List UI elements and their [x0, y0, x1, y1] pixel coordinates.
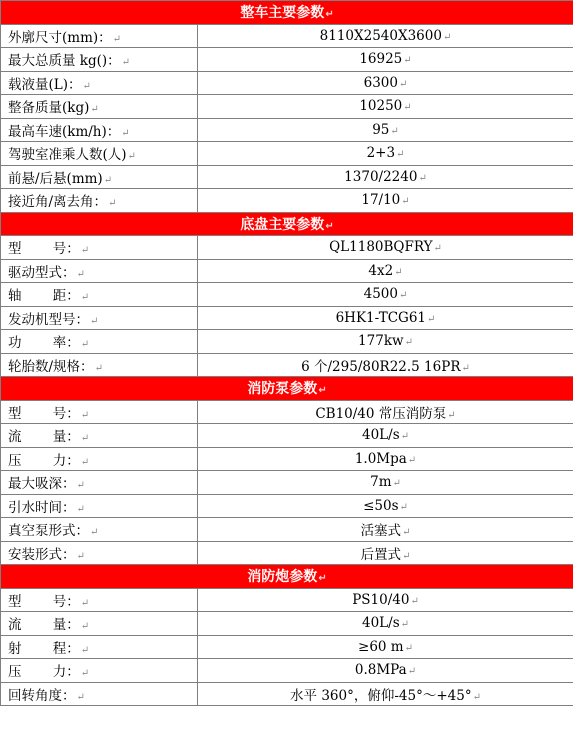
spec-value: 10250 — [359, 98, 403, 115]
spec-label: 接近角/离去角： — [8, 194, 108, 211]
spec-row — [1, 306, 573, 330]
spec-label-cell — [1, 518, 198, 542]
spec-label-cell — [1, 283, 198, 307]
spec-label: 型 号： — [8, 241, 80, 258]
paragraph-mark: ↵ — [80, 597, 90, 609]
spec-label-cell — [1, 189, 198, 213]
spec-label-cell — [1, 259, 198, 283]
paragraph-mark: ↵ — [80, 644, 90, 656]
spec-value: 40L/s — [362, 427, 400, 444]
section-title-cell — [1, 212, 573, 236]
spec-label: 最大总质量 kg()： — [8, 53, 121, 70]
spec-value-cell — [198, 95, 573, 119]
spec-label: 功 率： — [8, 335, 80, 352]
spec-value: 4x2 — [368, 262, 394, 279]
spec-value-cell — [198, 330, 573, 354]
spec-label-cell — [1, 353, 198, 377]
spec-row — [1, 48, 573, 72]
spec-row — [1, 24, 573, 48]
spec-value-cell — [198, 588, 573, 612]
spec-value: 40L/s — [362, 615, 400, 632]
paragraph-mark: ↵ — [398, 290, 408, 302]
spec-value: 177kw — [358, 333, 404, 350]
paragraph-mark: ↵ — [80, 668, 90, 680]
spec-label: 型 号： — [8, 405, 80, 422]
spec-row — [1, 236, 573, 260]
spec-label-cell — [1, 447, 198, 471]
spec-table-body — [1, 1, 573, 706]
spec-row — [1, 400, 573, 424]
spec-value: 6300 — [363, 74, 398, 91]
paragraph-mark: ↵ — [400, 431, 410, 443]
paragraph-mark: ↵ — [442, 31, 452, 43]
spec-value-cell — [198, 71, 573, 95]
spec-row — [1, 424, 573, 448]
spec-value-cell — [198, 541, 573, 565]
section-header-row — [1, 212, 573, 236]
spec-value: ≥60 m — [358, 638, 404, 655]
spec-label: 整备质量(kg) — [8, 100, 90, 117]
spec-label: 驾驶室准乘人数(人) — [8, 147, 127, 164]
spec-label: 流 量： — [8, 429, 80, 446]
spec-value-cell — [198, 24, 573, 48]
paragraph-mark: ↵ — [447, 409, 456, 421]
spec-value-cell — [198, 236, 573, 260]
paragraph-mark: ↵ — [80, 292, 90, 304]
section-header-row — [1, 1, 573, 25]
paragraph-mark: ↵ — [76, 503, 85, 515]
paragraph-mark: ↵ — [394, 266, 403, 278]
paragraph-mark: ↵ — [121, 57, 131, 69]
section-title: 整车主要参数 — [240, 5, 325, 22]
spec-row — [1, 588, 573, 612]
paragraph-mark: ↵ — [90, 527, 99, 539]
spec-value-cell — [198, 118, 573, 142]
paragraph-mark: ↵ — [399, 501, 408, 513]
spec-value: ≤50s — [363, 497, 399, 514]
paragraph-mark: ↵ — [80, 456, 90, 468]
spec-value-cell — [198, 424, 573, 448]
paragraph-mark: ↵ — [410, 595, 419, 607]
paragraph-mark: ↵ — [80, 339, 90, 351]
spec-label-cell — [1, 588, 198, 612]
spec-label: 真空泵形式： — [8, 523, 89, 540]
spec-value: 2+3 — [366, 145, 396, 162]
spec-value-cell — [198, 447, 573, 471]
spec-value: 活塞式 — [360, 523, 402, 540]
paragraph-mark: ↵ — [407, 666, 417, 678]
spec-value: 1370/2240 — [344, 168, 418, 185]
spec-value-cell — [198, 189, 573, 213]
spec-value: 后置式 — [360, 546, 402, 563]
paragraph-mark: ↵ — [94, 362, 103, 374]
spec-value-cell — [198, 659, 573, 683]
spec-label: 发动机型号： — [8, 311, 89, 328]
spec-label: 外廓尺寸(mm)： — [8, 29, 112, 46]
spec-row — [1, 635, 573, 659]
paragraph-mark: ↵ — [318, 385, 327, 397]
spec-row — [1, 118, 573, 142]
spec-label: 回转角度： — [8, 687, 76, 704]
spec-value: 水平 360°，俯仰-45°～+45° — [290, 687, 472, 704]
section-header-row — [1, 565, 573, 589]
spec-label-cell — [1, 48, 198, 72]
spec-value: PS10/40 — [352, 591, 410, 608]
paragraph-mark: ↵ — [76, 691, 85, 703]
spec-label-cell — [1, 95, 198, 119]
spec-label: 轴 距： — [8, 288, 80, 305]
paragraph-mark: ↵ — [76, 268, 85, 280]
spec-row — [1, 283, 573, 307]
spec-value: 0.8MPa — [354, 662, 407, 679]
spec-value-cell — [198, 165, 573, 189]
spec-value-cell — [198, 471, 573, 495]
spec-label: 最大吸深： — [8, 476, 76, 493]
spec-row — [1, 142, 573, 166]
paragraph-mark: ↵ — [325, 220, 334, 232]
paragraph-mark: ↵ — [127, 151, 136, 163]
paragraph-mark: ↵ — [461, 362, 470, 374]
spec-value-cell — [198, 518, 573, 542]
spec-label-cell — [1, 494, 198, 518]
paragraph-mark: ↵ — [396, 149, 405, 161]
spec-value-cell — [198, 400, 573, 424]
spec-label: 压 力： — [8, 452, 80, 469]
paragraph-mark: ↵ — [80, 409, 90, 421]
paragraph-mark: ↵ — [90, 315, 99, 327]
paragraph-mark: ↵ — [472, 691, 481, 703]
paragraph-mark: ↵ — [403, 102, 412, 114]
section-header-row — [1, 377, 573, 401]
paragraph-mark: ↵ — [404, 642, 413, 654]
spec-value-cell — [198, 635, 573, 659]
spec-label: 型 号： — [8, 593, 80, 610]
spec-value-cell — [198, 353, 573, 377]
spec-label: 驱动型式： — [8, 264, 76, 281]
spec-row — [1, 612, 573, 636]
spec-value-cell — [198, 306, 573, 330]
spec-row — [1, 165, 573, 189]
spec-label: 安装形式： — [8, 546, 76, 563]
paragraph-mark: ↵ — [80, 621, 90, 633]
spec-value: 16925 — [359, 51, 403, 68]
spec-row — [1, 189, 573, 213]
spec-value: 7m — [370, 474, 392, 491]
paragraph-mark: ↵ — [121, 127, 130, 139]
spec-label: 引水时间： — [8, 499, 76, 516]
spec-label: 射 程： — [8, 640, 80, 657]
paragraph-mark: ↵ — [433, 243, 442, 255]
spec-label-cell — [1, 471, 198, 495]
paragraph-mark: ↵ — [76, 480, 85, 492]
spec-row — [1, 259, 573, 283]
spec-value: CB10/40 常压消防泵 — [315, 405, 447, 422]
spec-row — [1, 471, 573, 495]
spec-value-cell — [198, 259, 573, 283]
paragraph-mark: ↵ — [407, 454, 417, 466]
paragraph-mark: ↵ — [325, 9, 334, 21]
spec-label-cell — [1, 682, 198, 706]
paragraph-mark: ↵ — [398, 78, 408, 90]
spec-label: 流 量： — [8, 617, 80, 634]
spec-label-cell — [1, 400, 198, 424]
paragraph-mark: ↵ — [112, 33, 122, 45]
section-title: 消防泵参数 — [247, 381, 318, 398]
spec-label-cell — [1, 612, 198, 636]
paragraph-mark: ↵ — [103, 174, 113, 186]
spec-label-cell — [1, 635, 198, 659]
spec-value: 1.0Mpa — [354, 450, 407, 467]
spec-label-cell — [1, 424, 198, 448]
spec-value: 17/10 — [361, 192, 401, 209]
spec-value: 6HK1-TCG61 — [335, 309, 427, 326]
spec-value-cell — [198, 494, 573, 518]
spec-label-cell — [1, 142, 198, 166]
paragraph-mark: ↵ — [80, 433, 90, 445]
section-title-cell — [1, 565, 573, 589]
spec-label: 最高车速(km/h)： — [8, 123, 121, 140]
paragraph-mark: ↵ — [404, 337, 413, 349]
paragraph-mark: ↵ — [390, 125, 399, 137]
spec-row — [1, 330, 573, 354]
spec-value-cell — [198, 142, 573, 166]
spec-label-cell — [1, 306, 198, 330]
spec-row — [1, 71, 573, 95]
spec-label-cell — [1, 165, 198, 189]
paragraph-mark: ↵ — [400, 619, 410, 631]
spec-label-cell — [1, 330, 198, 354]
spec-value: 4500 — [363, 286, 398, 303]
spec-value: 6 个/295/80R22.5 16PR — [301, 358, 461, 375]
spec-label-cell — [1, 236, 198, 260]
paragraph-mark: ↵ — [76, 550, 85, 562]
paragraph-mark: ↵ — [402, 550, 411, 562]
spec-label-cell — [1, 71, 198, 95]
spec-label: 压 力： — [8, 664, 80, 681]
paragraph-mark: ↵ — [392, 478, 401, 490]
spec-label: 载液量(L)： — [8, 76, 82, 93]
spec-row — [1, 518, 573, 542]
paragraph-mark: ↵ — [90, 104, 99, 116]
section-title-cell — [1, 1, 573, 25]
spec-label-cell — [1, 118, 198, 142]
section-title: 底盘主要参数 — [240, 216, 325, 233]
paragraph-mark: ↵ — [403, 55, 412, 67]
spec-row — [1, 494, 573, 518]
spec-label-cell — [1, 541, 198, 565]
spec-label: 轮胎数/规格： — [8, 358, 94, 375]
spec-row — [1, 682, 573, 706]
spec-value-cell — [198, 283, 573, 307]
spec-value-cell — [198, 48, 573, 72]
paragraph-mark: ↵ — [402, 527, 411, 539]
paragraph-mark: ↵ — [108, 198, 117, 210]
paragraph-mark: ↵ — [82, 80, 91, 92]
spec-label-cell — [1, 659, 198, 683]
spec-row — [1, 541, 573, 565]
spec-row — [1, 353, 573, 377]
spec-row — [1, 95, 573, 119]
spec-value: 8110X2540X3600 — [319, 27, 442, 44]
spec-label: 前悬/后悬(mm) — [8, 170, 103, 187]
paragraph-mark: ↵ — [427, 313, 436, 325]
paragraph-mark: ↵ — [401, 196, 410, 208]
spec-value-cell — [198, 612, 573, 636]
section-title: 消防炮参数 — [247, 569, 318, 586]
section-title-cell — [1, 377, 573, 401]
paragraph-mark: ↵ — [418, 172, 427, 184]
spec-value: QL1180BQFRY — [329, 239, 433, 256]
spec-value: 95 — [372, 121, 390, 138]
spec-value-cell — [198, 682, 573, 706]
paragraph-mark: ↵ — [318, 573, 327, 585]
spec-row — [1, 447, 573, 471]
spec-label-cell — [1, 24, 198, 48]
paragraph-mark: ↵ — [80, 245, 90, 257]
spec-row — [1, 659, 573, 683]
